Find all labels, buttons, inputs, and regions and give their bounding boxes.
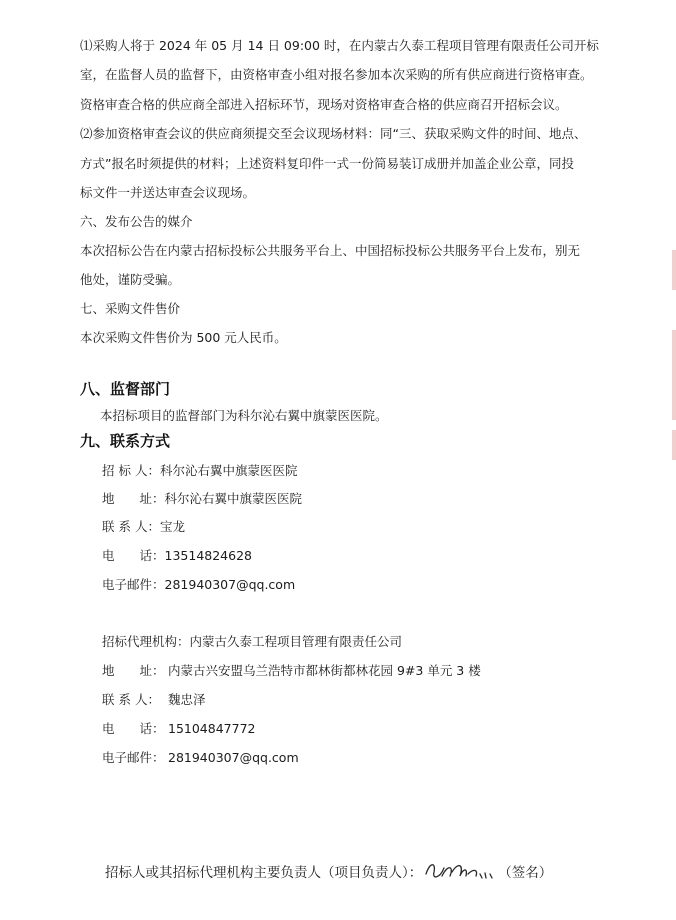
field-label: 招标代理机构： [102,634,190,649]
section-heading: 八、监督部门 [80,380,171,398]
field-label: 地 址： [102,491,165,506]
field-value: 魏忠泽 [168,692,206,707]
paragraph-line: 方式”报名时须提供的材料；上述资料复印件一式一份简易装订成册并加盖企业公章，同投 [80,156,574,171]
agency-email-row [102,749,299,767]
paragraph-line: 本招标项目的监督部门为科尔沁右翼中旗蒙医医院。 [100,408,388,423]
paragraph-line: ⑵参加资格审查会议的供应商须提交至会议现场材料：同“三、获取采购文件的时间、地点、 [80,126,587,141]
paragraph-line: ⑴采购人将于 2024 年 05 月 14 日 09:00 时，在内蒙古久泰工程项目管理有限责任公司开标 [80,38,599,53]
field-label: 电 话： [102,548,165,563]
field-label: 电子邮件： [102,577,165,592]
paragraph-line: 他处，谨防受骗。 [80,272,181,287]
signature-line [105,862,552,884]
paragraph-line: 资格审查合格的供应商全部进入招标环节，现场对资格审查合格的供应商召开招标会议。 [80,97,568,112]
signature-note: （签名） [498,865,553,881]
agency-name-row [102,633,402,651]
tenderer-name-row [102,462,297,480]
field-label: 联 系 人： [102,519,160,534]
field-label: 电子邮件： [102,750,165,765]
tenderer-email-row [102,576,295,594]
field-label: 电 话： [102,721,165,736]
field-label: 联 系 人： [102,692,160,707]
section-title: 七、采购文件售价 [80,301,181,316]
field-value: 281940307@qq.com [168,750,299,765]
field-label: 招 标 人： [102,463,160,478]
paragraph-line: 本次招标公告在内蒙古招标投标公共服务平台上、中国招标投标公共服务平台上发布，别无 [80,243,581,258]
paragraph-line: 本次采购文件售价为 500 元人民币。 [80,330,287,345]
field-value: 科尔沁右翼中旗蒙医医院 [164,491,303,506]
tenderer-contact-row [102,518,185,536]
scan-edge-mark [672,330,676,420]
section-title: 六、发布公告的媒介 [80,214,193,229]
field-value: 宝龙 [159,519,185,534]
paragraph-line: 标文件一并送达审查会议现场。 [80,185,256,200]
tenderer-phone-row [102,547,252,565]
agency-phone-row [102,720,255,738]
field-value: 内蒙古兴安盟乌兰浩特市都林街都林花园 9#3 单元 3 楼 [168,663,481,678]
field-value: 281940307@qq.com [164,577,296,592]
handwritten-signature [422,862,498,884]
paragraph-line: 室，在监督人员的监督下，由资格审查小组对报名参加本次采购的所有供应商进行资格审查。 [80,67,593,82]
section-heading: 九、联系方式 [80,432,171,450]
field-value: 15104847772 [168,721,256,736]
tenderer-address-row [102,490,302,508]
agency-contact-row [102,691,206,709]
field-value: 13514824628 [164,548,252,563]
field-label: 地 址： [102,663,165,678]
signature-prompt: 招标人或其招标代理机构主要负责人（项目负责人）： [105,865,423,881]
scan-edge-mark [672,430,676,460]
field-value: 内蒙古久泰工程项目管理有限责任公司 [189,634,403,649]
scan-edge-mark [672,250,676,290]
agency-address-row [102,662,481,680]
field-value: 科尔沁右翼中旗蒙医医院 [159,463,298,478]
